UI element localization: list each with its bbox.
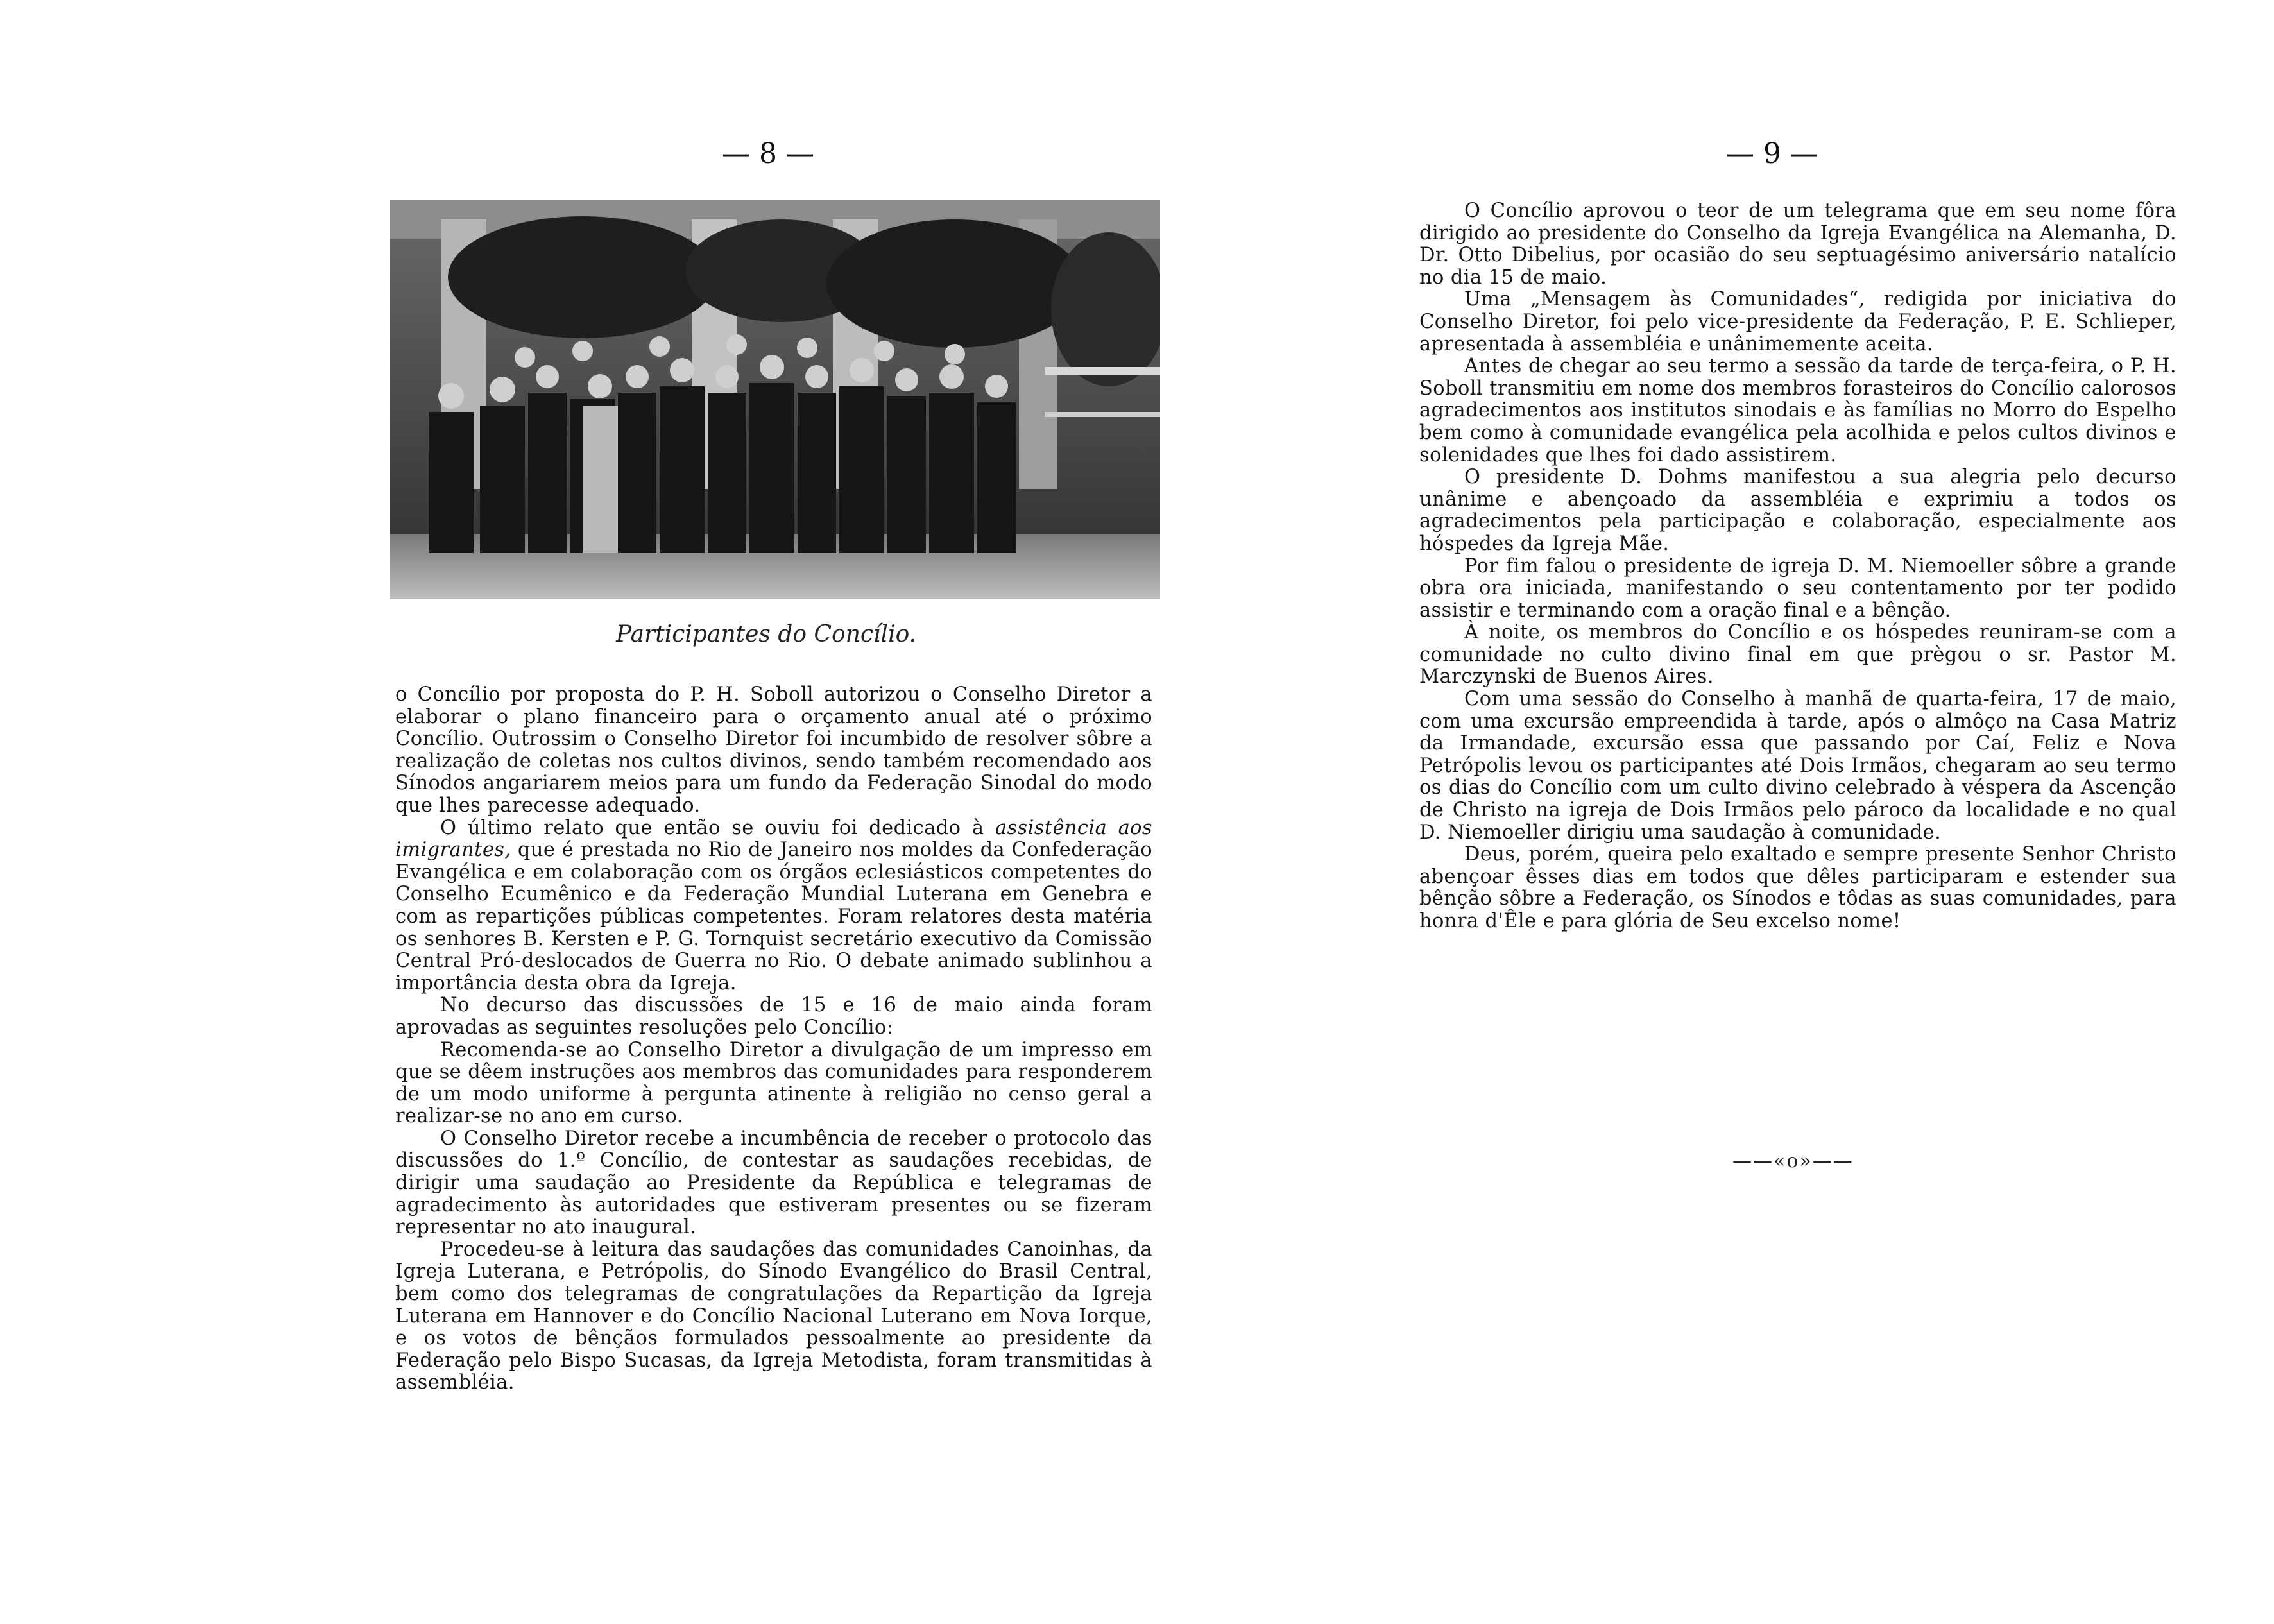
paragraph: O Conselho Diretor recebe a incumbência de receber o protocolo das discussões do 1.º Concílio, de contestar as saudações recebidas, de dirigir uma saudação ao Presidente da República e telegramas de agradecimento às autoridades que estiveram presentes ou se fizeram representar no ato inaugural. [395,1127,1152,1239]
paragraph: O Concílio aprovou o teor de um telegrama que em seu nome fôra dirigido ao presidente do Conselho da Igreja Evangélica na Alemanha, D. Dr. Otto Dibelius, por ocasião do seu septuagésimo aniversário natalício no dia 15 de maio. [1419,200,2176,289]
photo-caption: Participantes do Concílio. [616,621,917,647]
page-number: — 8 — [722,137,814,170]
paragraph: Por fim falou o presidente de igreja D. M. Niemoeller sôbre a grande obra ora iniciada, manifestando o seu contentamento por ter podido assistir e terminando com a oração final e a bênção. [1419,554,2176,622]
paragraph-rest: que é prestada no Rio de Janeiro nos moldes da Confederação Evangélica e em colaboração com os órgãos eclesiásticos competentes do Conselho Ecumênico e da Federação Mundial Luterana em Genebra e com as repartições públicas competentes. Foram relatores desta matéria os senhores B. Kersten e P. G. Tornquist secretário executivo da Comissão Central Pró-deslocados de Guerra no Rio. O debate animado [395,839,1152,973]
page-number: — 9 — [1726,137,1818,170]
paragraph-lead: O último relato que então se ouviu foi dedicado à [440,816,984,839]
right-page [1137,0,2274,1624]
paragraph: À noite, os membros do Concílio e os hóspedes reuniram-se com a comunidade no culto divino final em que prègou o sr. Pastor M. Marczynski de Buenos Aires. [1419,621,2176,688]
paragraph: Com uma sessão do Conselho à manhã de quarta-feira, 17 de maio, com uma excursão empreendida à tarde, após o almôço na Casa Matriz da Irmandade, excursão essa que passando por Caí, Feliz e Nova Petrópolis levou os participantes até Dois Irmãos, chegaram ao seu termo os dias do Concílio com um culto divino celebrado à véspera da Ascenção de Christo na igreja de Dois Irmãos pelo pároco da localidade e no qual D. Niemoeller dirigiu uma saudação à comunidade. [1419,688,2176,844]
group-photo-image [390,200,1160,599]
emphasis-text: assistência aos imigrantes, [395,816,1152,862]
paragraph: O presidente D. Dohms manifestou a sua alegria pelo decurso unânime e abençoado da assembléia e exprimiu a todos os agradecimentos pela participação e colaboração, especialmente aos hóspedes da Igreja Mãe. [1419,466,2176,555]
paragraph: No decurso das discussões de 15 e 16 de maio ainda foram aprovadas as seguintes resoluções pelo Concílio: [395,994,1152,1039]
left-page-body [395,684,1152,1394]
paragraph: Deus, porém, queira pelo exaltado e sempre presente Senhor Christo abençoar êsses dias em todos que dêles participaram e estender sua bênção sôbre a Federação, os Sínodos e tôdas as suas comunidades, para honra d'Êle e para glória de Seu excelso nome! [1419,843,2176,932]
paragraph: Uma „Mensagem às Comunidades“, redigida por iniciativa do Conselho Diretor, foi pelo vice-presidente da Federação, P. E. Schlieper, apresentada à assembléia e unânimemente aceita. [1419,288,2176,355]
paragraph-assistance [395,817,1152,995]
paragraph: Recomenda-se ao Conselho Diretor a divulgação de um impresso em que se dêem instruções aos membros das comunidades para responderem de um modo uniforme à pergunta atinente à religião no censo geral a realizar-se no ano em curso. [395,1038,1152,1128]
paragraph: o Concílio por proposta do P. H. Soboll autorizou o Conselho Diretor a elaborar o plano financeiro para o orçamento anual até o próximo Concílio. Outrossim o Conselho Diretor foi incumbido de resolver sôbre a realização de coletas nos cultos divinos, sendo também recomendado aos Sínodos angariarem meios para um fundo da Federação Sinodal do modo que lhes parecesse adequado. [395,683,1152,817]
group-photo [390,200,1160,599]
right-page-body [1419,200,2176,933]
paragraph: Procedeu-se à leitura das saudações das comunidades Canoinhas, da Igreja Luterana, e Petrópolis, do Sínodo Evangélico do Brasil Central, bem como dos telegramas de congratulações da Repartição da Igreja Luterana em Hannover e do Concílio Nacional Luterano em Nova Iorque, e os votos de bênçãos formulados pessoalmente ao presidente da Federação pelo Bispo Sucasas, da Igreja Metodista, foram transmitidas à assembléia. [395,1238,1152,1394]
paragraph-end: sublinhou a importância desta obra da Igreja. [395,950,1152,995]
closing-ornament: ——«o»—— [1732,1150,1854,1172]
paragraph: Antes de chegar ao seu termo a sessão da tarde de terça-feira, o P. H. Soboll transmitiu em nome dos membros forasteiros do Concílio calorosos agradecimentos aos institutos sinodais e às famílias no Morro do Espelho bem como à comunidade evangélica pela acolhida e pelos cultos divinos e solenidades que lhes foi dado assistirem. [1419,355,2176,466]
